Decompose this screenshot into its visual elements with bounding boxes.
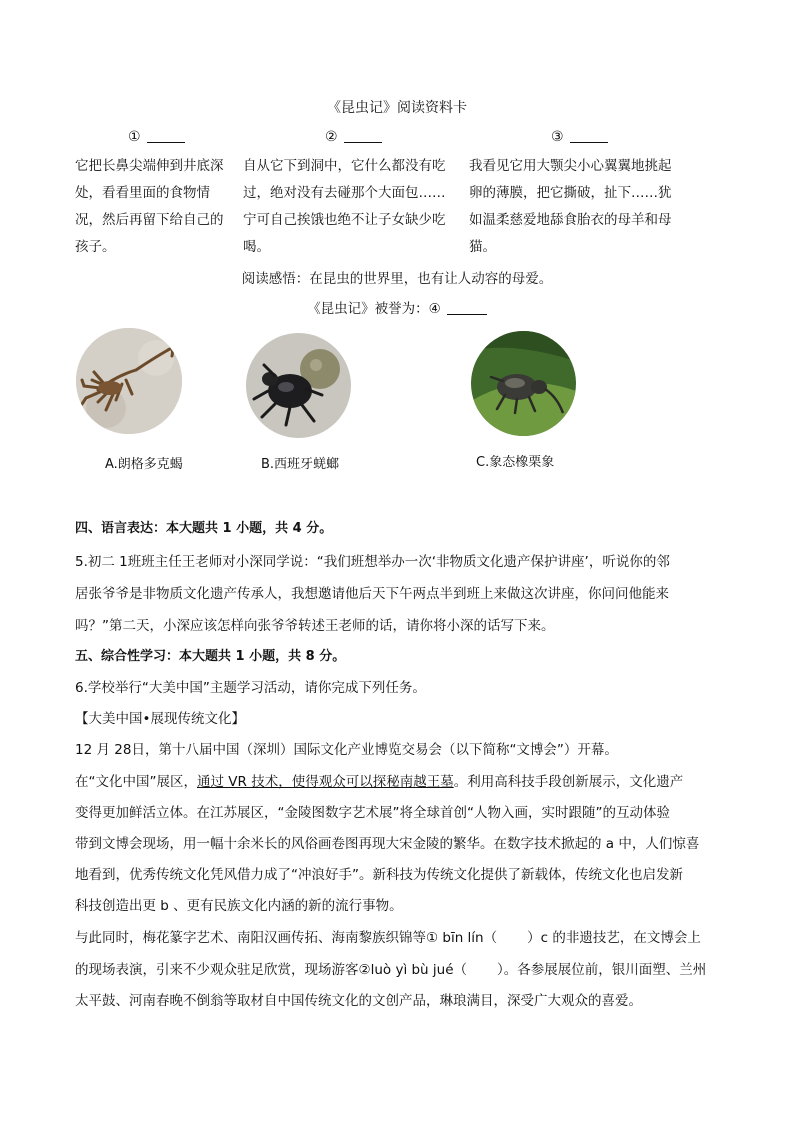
col3-line: 卵的薄膜，把它撕破，扯下……犹 (469, 185, 672, 201)
answer-blank-2[interactable] (344, 128, 382, 143)
reading-feeling: 阅读感悟：在昆虫的世界里，也有让人动容的母爱。 (241, 271, 553, 287)
subtitle: 【大美中国•展现传统文化】 (75, 711, 245, 727)
section5-heading: 五、综合性学习：本大题共 1 小题，共 8 分。 (75, 649, 346, 664)
card-column-1 (75, 153, 235, 261)
col2-line: 宁可自己挨饿也绝不让子女缺少吃 (243, 212, 446, 228)
section4-heading: 四、语言表达：本大题共 1 小题，共 4 分。 (75, 521, 333, 536)
col2-line: 自从它下到洞中，它什么都没有吃 (243, 158, 446, 174)
weevil-photo (471, 331, 576, 436)
paragraph-3-line-2 (75, 956, 706, 984)
praised-as-line (0, 295, 794, 323)
col-head-2-label: ② (325, 129, 338, 145)
answer-blank-1[interactable] (147, 128, 185, 143)
p2-underlined-sentence: 通过 VR 技术，使得观众可以探秘南越王墓 (197, 774, 454, 790)
card-title: 《昆虫记》阅读资料卡 (327, 100, 467, 116)
card-column-2 (243, 153, 446, 261)
q5-line: 5.初二 1班班主任王老师对小深同学说：“我们班想举办一次‘非物质文化遗产保护讲座’，听说你的邻 (75, 554, 670, 570)
col-head-2 (325, 124, 382, 150)
col3-line: 我看见它用大颚尖小心翼翼地挑起 (469, 158, 672, 174)
p3-line1-b: ）c 的非遗技艺，在文博会上 (527, 930, 701, 946)
paragraph-2-line-1 (75, 768, 683, 796)
paragraph-3-line-1 (75, 924, 701, 952)
scorpion-icon (76, 328, 182, 434)
paragraph-3-line-3: 太平鼓、河南春晚不倒翁等取材自中国传统文化的文创产品，琳琅满目，深受广大观众的喜爱。 (75, 993, 642, 1009)
col-head-3-label: ③ (551, 129, 564, 145)
col1-line: 处，看看里面的食物情 (75, 185, 210, 201)
praised-as-label: 《昆虫记》被誉为：④ (307, 301, 441, 317)
col-head-3 (551, 124, 608, 150)
p3-line2-b: ）。各参展展位前，银川面塑、兰州 (497, 962, 707, 978)
q5-line: 居张爷爷是非物质文化遗产传承人，我想邀请他后天下午两点半到班上来做这次讲座，你问问他能来 (75, 586, 669, 602)
weevil-icon (471, 331, 576, 436)
col-head-1 (128, 124, 185, 150)
dung-beetle-photo (246, 333, 351, 438)
option-b-caption: B.西班牙蜣螂 (261, 457, 340, 472)
answer-blank-3[interactable] (570, 128, 608, 143)
col3-line: 如温柔慈爱地舔食胎衣的母羊和母 (469, 212, 672, 228)
q6-prompt: 6.学校举行“大美中国”主题学习活动，请你完成下列任务。 (75, 680, 426, 696)
paragraph-2-line: 变得更加鲜活立体。在江苏展区，“金陵图数字艺术展”将全球首创“人物入画，实时跟随”的互动体验 (75, 805, 670, 821)
p2-rest: 。利用高科技手段创新展示，文化遗产 (453, 774, 684, 790)
option-a-caption: A.朗格多克蝎 (105, 457, 183, 472)
answer-blank-4[interactable] (447, 300, 487, 315)
col2-line: 喝。 (243, 239, 270, 255)
dung-beetle-icon (246, 333, 351, 438)
paragraph-2-line: 科技创造出更 b 、更有民族文化内涵的新的流行事物。 (75, 898, 403, 914)
col1-line: 它把长鼻尖端伸到井底深 (75, 158, 224, 174)
col1-line: 况，然后再留下给自己的 (75, 212, 224, 228)
col-head-1-label: ① (128, 129, 141, 145)
col2-line: 过，绝对没有去碰那个大面包…… (243, 185, 446, 201)
paragraph-1: 12 月 28日，第十八届中国（深圳）国际文化产业博览交易会（以下简称“文博会”）开幕。 (75, 742, 618, 758)
option-c-caption: C.象态橡栗象 (476, 455, 555, 470)
col1-line: 孩子。 (75, 239, 116, 255)
card-column-3 (469, 153, 672, 261)
paragraph-2-line: 带到文博会现场，用一幅十余米长的风俗画卷图再现大宋金陵的繁华。在数字技术掀起的 a 中，人们惊喜 (75, 836, 700, 852)
paragraph-2-line: 地看到，优秀传统文化凭风借力成了“冲浪好手”。新科技为传统文化提供了新载体，传统文化也启发新 (75, 867, 683, 883)
col3-line: 猫。 (469, 239, 496, 255)
p3-line1-a: 与此同时，梅花篆字艺术、南阳汉画传拓、海南黎族织锦等① bīn lín（ (75, 930, 498, 946)
p2-lead: 在“文化中国”展区， (75, 774, 197, 790)
p3-line2-a: 的现场表演，引来不少观众驻足欣赏，现场游客②luò yì bù jué（ (75, 962, 468, 978)
scorpion-photo (76, 328, 182, 434)
q5-line: 吗？”第二天，小深应该怎样向张爷爷转述王老师的话，请你将小深的话写下来。 (75, 618, 555, 634)
